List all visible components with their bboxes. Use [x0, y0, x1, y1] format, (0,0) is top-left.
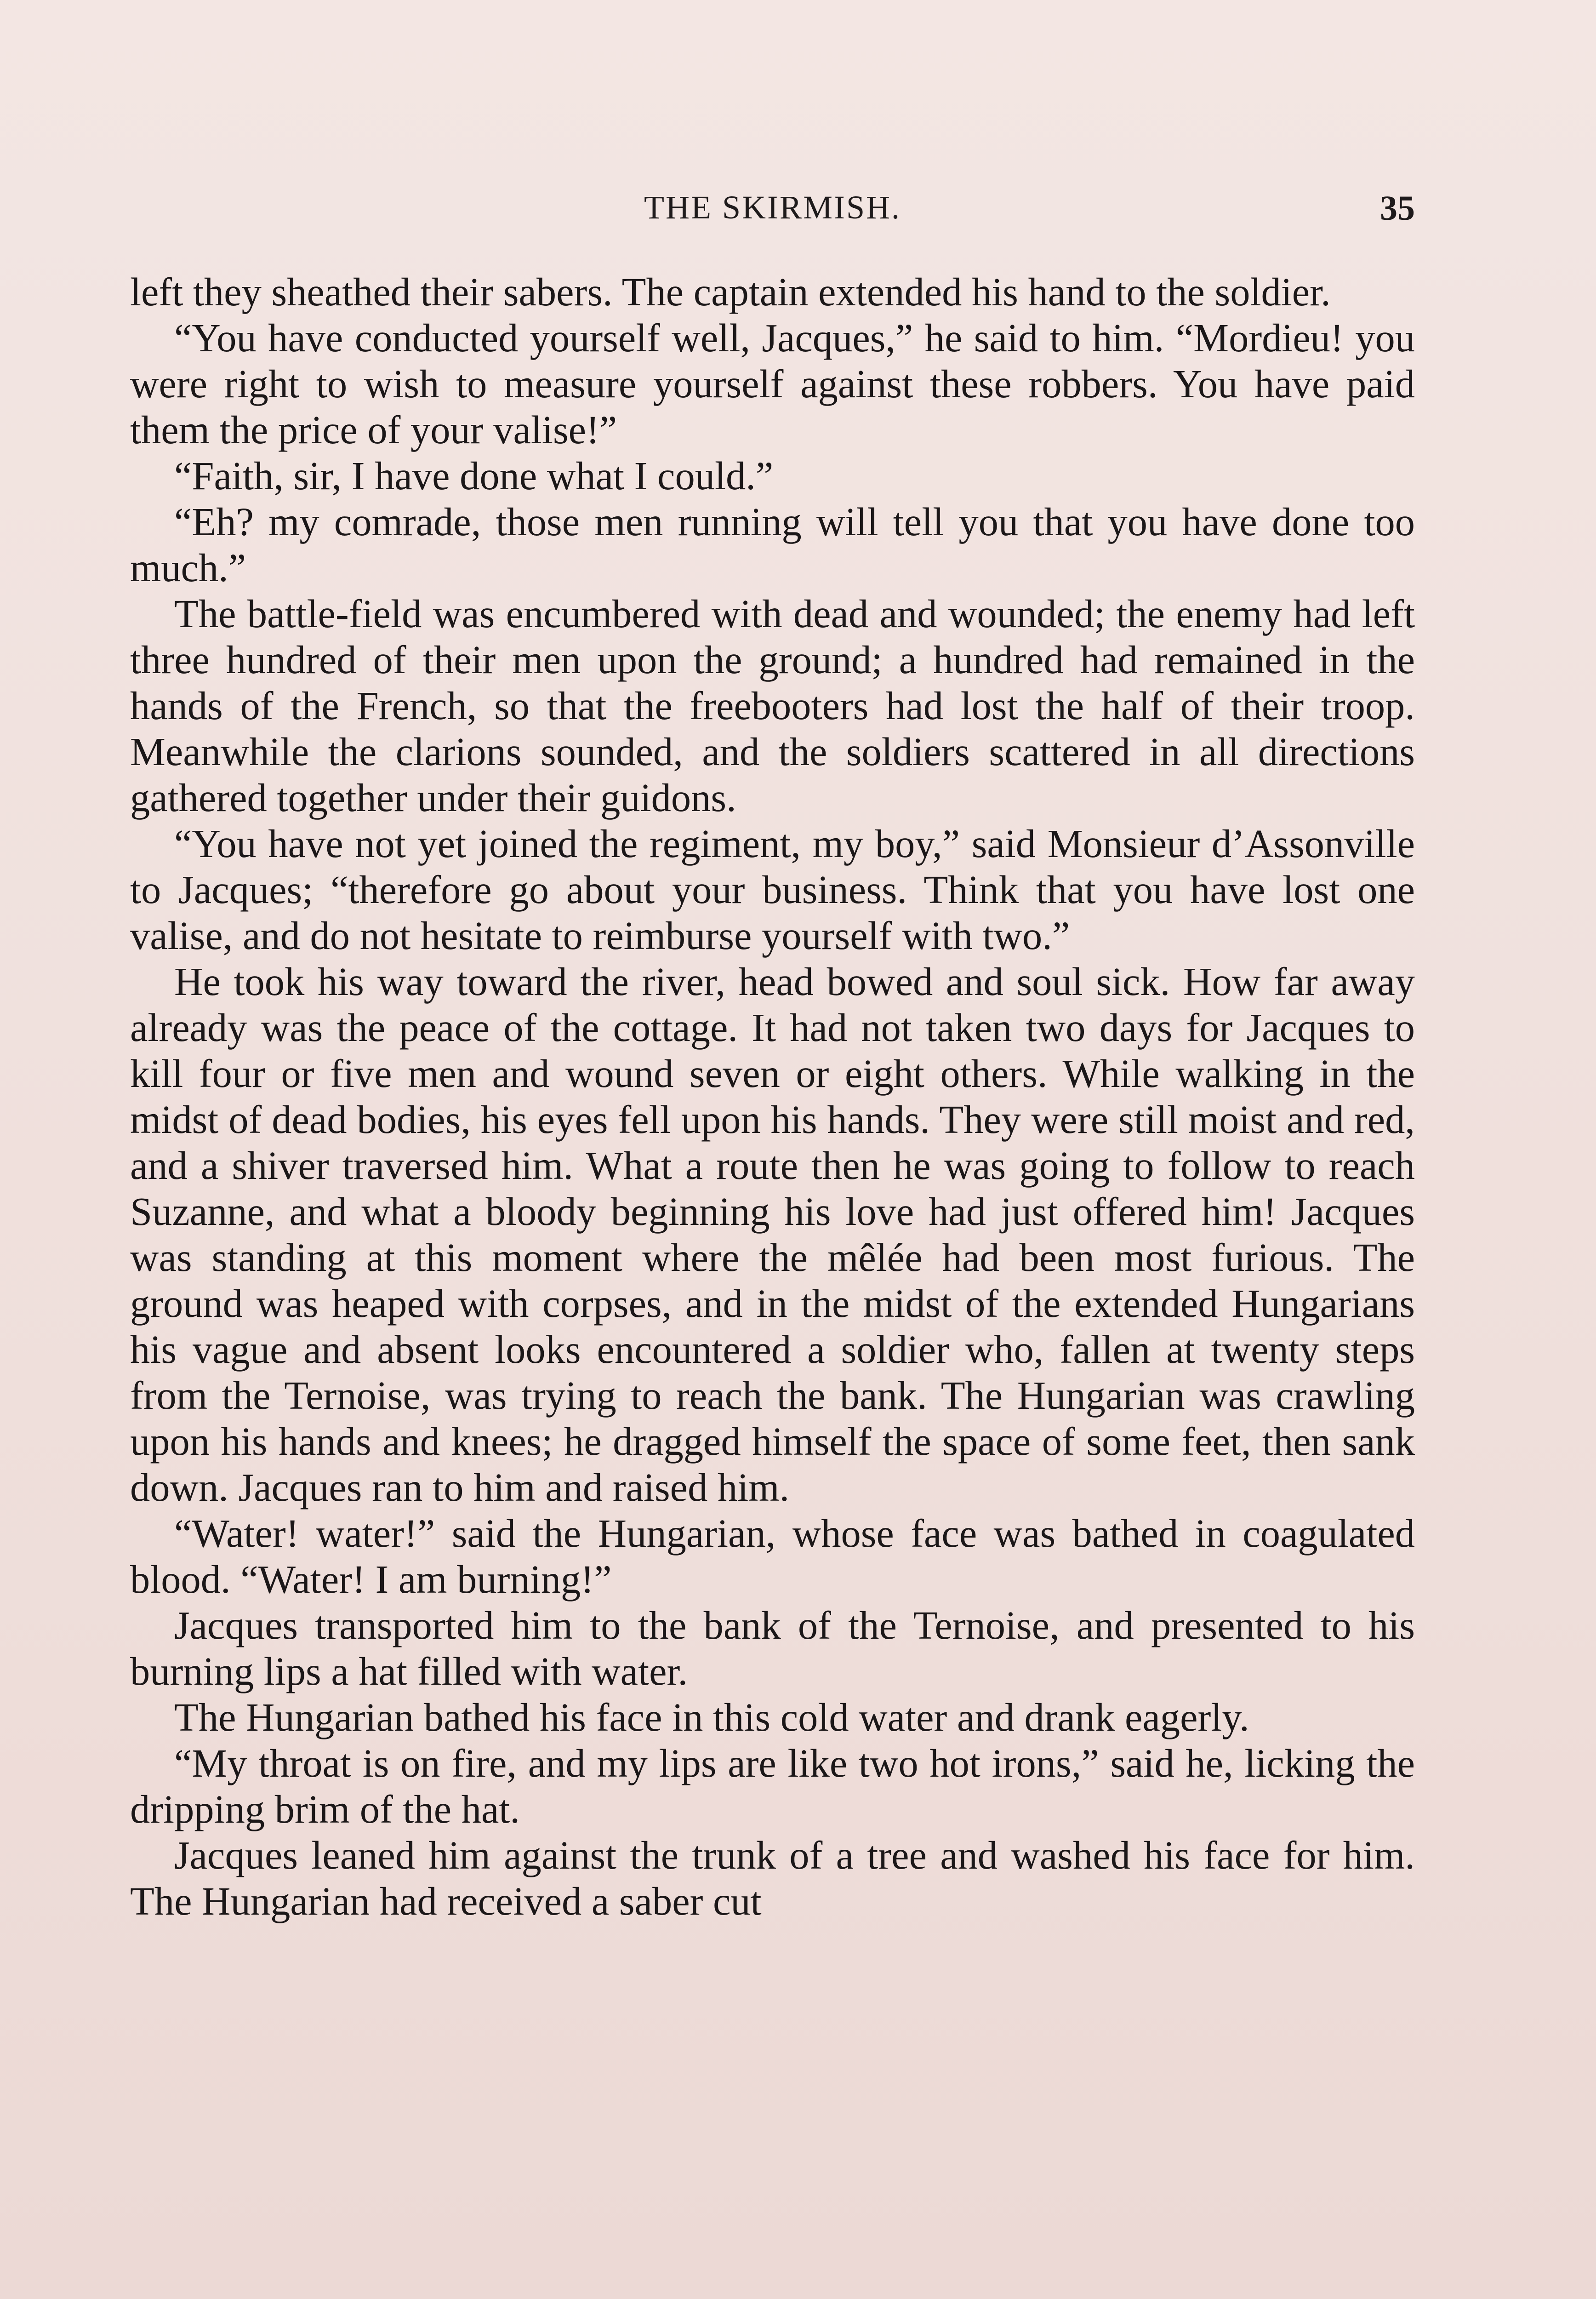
- paragraph-4: “Eh? my comrade, those men running will tell you that you have done too much.”: [130, 500, 1415, 590]
- paragraph-12: Jacques leaned him against the trunk of a tree and washed his face for him. The Hungarian had received a saber cut: [130, 1833, 1415, 1923]
- paragraph-8: “Water! water!” said the Hungarian, whose face was bathed in coagulated blood. “Water! I am burning!”: [130, 1511, 1415, 1601]
- body-text: [130, 269, 1415, 1924]
- paragraph-10: The Hungarian bathed his face in this cold water and drank eagerly.: [174, 1695, 1249, 1739]
- paragraph-5: The battle-field was encumbered with dead and wounded; the enemy had left three hundred of their men upon the ground; a hundred had remained in the hands of the French, so that the freebooters had lost the half of their troop. Meanwhile the clarions sounded, and the soldiers scattered in all directions gathered together under their guidons.: [130, 592, 1415, 820]
- paragraph-1: left they sheathed their sabers. The captain extended his hand to the soldier.: [130, 270, 1331, 314]
- paragraph-2: “You have conducted yourself well, Jacques,” he said to him. “Mordieu! you were right to wish to measure yourself against these robbers. You have paid them the price of your valise!”: [130, 316, 1415, 452]
- page-number: 35: [1380, 189, 1415, 228]
- chapter-title: THE SKIRMISH.: [644, 189, 901, 226]
- paragraph-3: “Faith, sir, I have done what I could.”: [174, 454, 774, 498]
- running-head: [130, 189, 1415, 239]
- paragraph-7: He took his way toward the river, head bowed and soul sick. How far away already was the peace of the cottage. It had not taken two days for Jacques to kill four or five men and wound seven or eight others. While walking in the midst of dead bodies, his eyes fell upon his hands. They were still moist and red, and a shiver traversed him. What a route then he was going to follow to reach Suzanne, and what a bloody beginning his love had just offered him! Jacques was standing at this moment where the mêlée had been most furious. The ground was heaped with corpses, and in the midst of the extended Hungarians his vague and absent looks encountered a soldier who, fallen at twenty steps from the Ternoise, was trying to reach the bank. The Hungarian was crawling upon his hands and knees; he dragged himself the space of some feet, then sank down. Jacques ran to him and raised him.: [130, 960, 1415, 1510]
- paragraph-11: “My throat is on fire, and my lips are like two hot irons,” said he, licking the dripping brim of the hat.: [130, 1741, 1415, 1831]
- paragraph-9: Jacques transported him to the bank of the Ternoise, and presented to his burning lips a hat filled with water.: [130, 1603, 1415, 1693]
- paragraph-6: “You have not yet joined the regiment, my boy,” said Monsieur d’Assonville to Jacques; “therefore go about your business. Think that you have lost one valise, and do not hesitate to reimburse yourself with two.”: [130, 822, 1415, 958]
